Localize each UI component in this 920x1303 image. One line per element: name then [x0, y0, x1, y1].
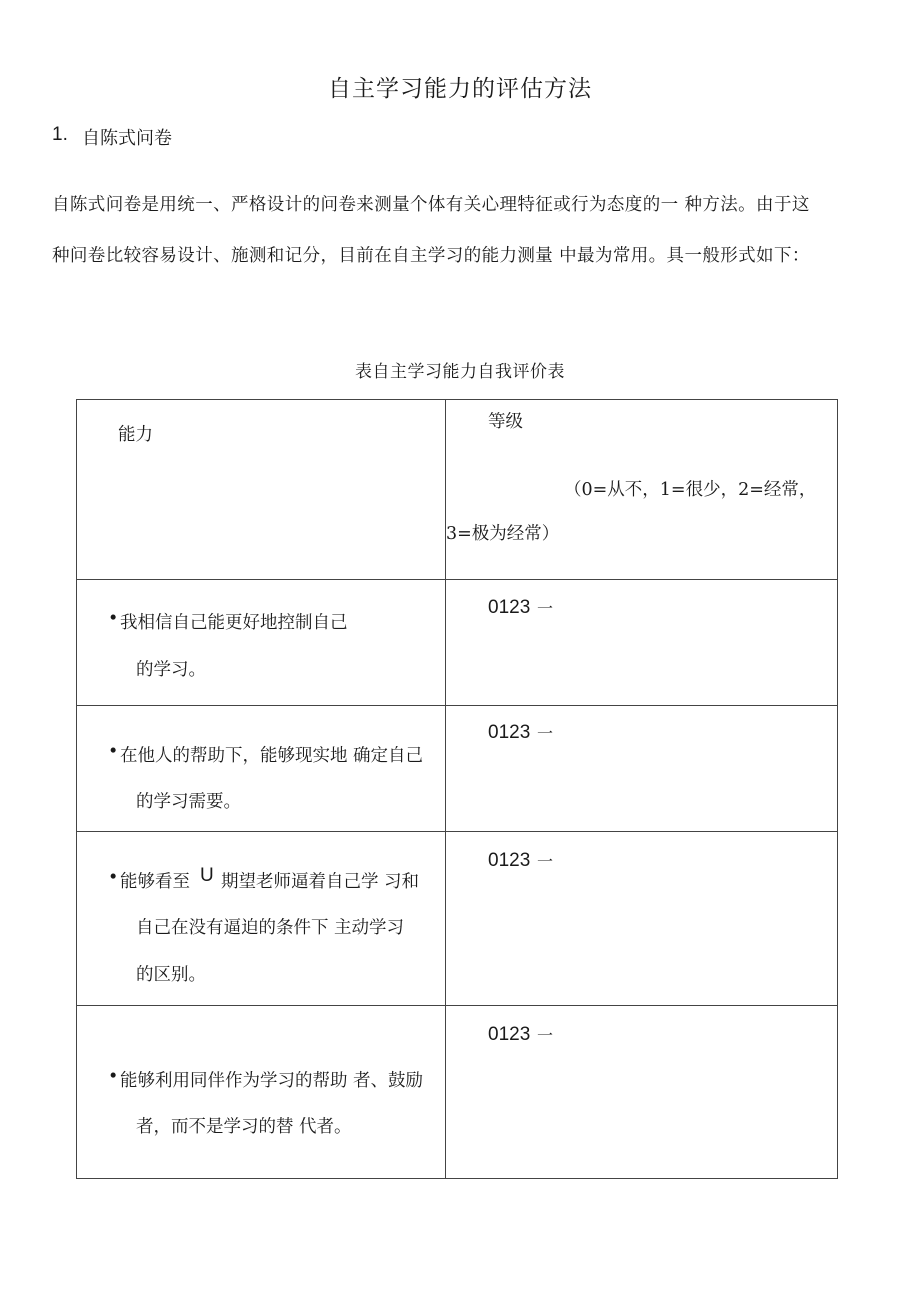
row-3-text-glyph: U: [200, 865, 214, 886]
row-4-levels: 0123: [488, 1024, 531, 1045]
row-2-text-line-2: 的学习需要。: [136, 792, 241, 812]
header-scale-line-2: 3=极为经常）: [446, 524, 560, 544]
section-number: 1.: [52, 124, 68, 145]
row-1-mark: 一: [537, 599, 554, 618]
table-row-divider: [76, 579, 838, 580]
section-heading: 自陈式问卷: [82, 128, 172, 149]
row-3-levels: 0123: [488, 850, 531, 871]
document-title: 自主学习能力的评估方法: [328, 76, 592, 102]
header-grade: 等级: [488, 412, 523, 432]
row-bullet: •: [108, 868, 119, 888]
row-bullet: •: [108, 742, 119, 762]
row-3-mark: 一: [537, 852, 554, 871]
header-scale-line-1: （0=从不，1=很少，2=经常，: [564, 480, 817, 500]
row-2-text-line-1: 在他人的帮助下，能够现实地 确定自己: [120, 746, 424, 766]
table-column-divider: [445, 399, 446, 1179]
row-3-text-line-1b: 期望老师逼着自己学 习和: [221, 872, 420, 892]
row-1-text-line-1: 我相信自己能更好地控制自己: [120, 613, 348, 633]
row-2-levels: 0123: [488, 722, 531, 743]
row-2-mark: 一: [537, 724, 554, 743]
table-caption: 表自主学习能力自我评价表: [355, 362, 565, 382]
header-ability: 能力: [118, 425, 153, 445]
row-4-text-line-2: 者，而不是学习的替 代者。: [136, 1117, 352, 1137]
table-row-divider: [76, 1005, 838, 1006]
paragraph-line-1: 自陈式问卷是用统一、严格设计的问卷来测量个体有关心理特征或行为态度的一 种方法。由于这: [52, 195, 810, 215]
row-4-text-line-1: 能够利用同伴作为学习的帮助 者、鼓励: [120, 1071, 424, 1091]
table-row-divider: [76, 705, 838, 706]
row-4-mark: 一: [537, 1026, 554, 1045]
table-row-divider: [76, 831, 838, 832]
row-1-levels: 0123: [488, 597, 531, 618]
row-bullet: •: [108, 1067, 119, 1087]
row-bullet: •: [108, 609, 119, 629]
row-3-text-line-2: 自己在没有逼迫的条件下 主动学习: [136, 918, 405, 938]
row-3-text-line-1a: 能够看至: [120, 872, 190, 892]
row-1-text-line-2: 的学习。: [136, 660, 206, 680]
row-3-text-line-3: 的区别。: [136, 965, 206, 985]
paragraph-line-2: 种问卷比较容易设计、施测和记分，目前在自主学习的能力测量 中最为常用。具一般形式如下：: [52, 246, 810, 266]
